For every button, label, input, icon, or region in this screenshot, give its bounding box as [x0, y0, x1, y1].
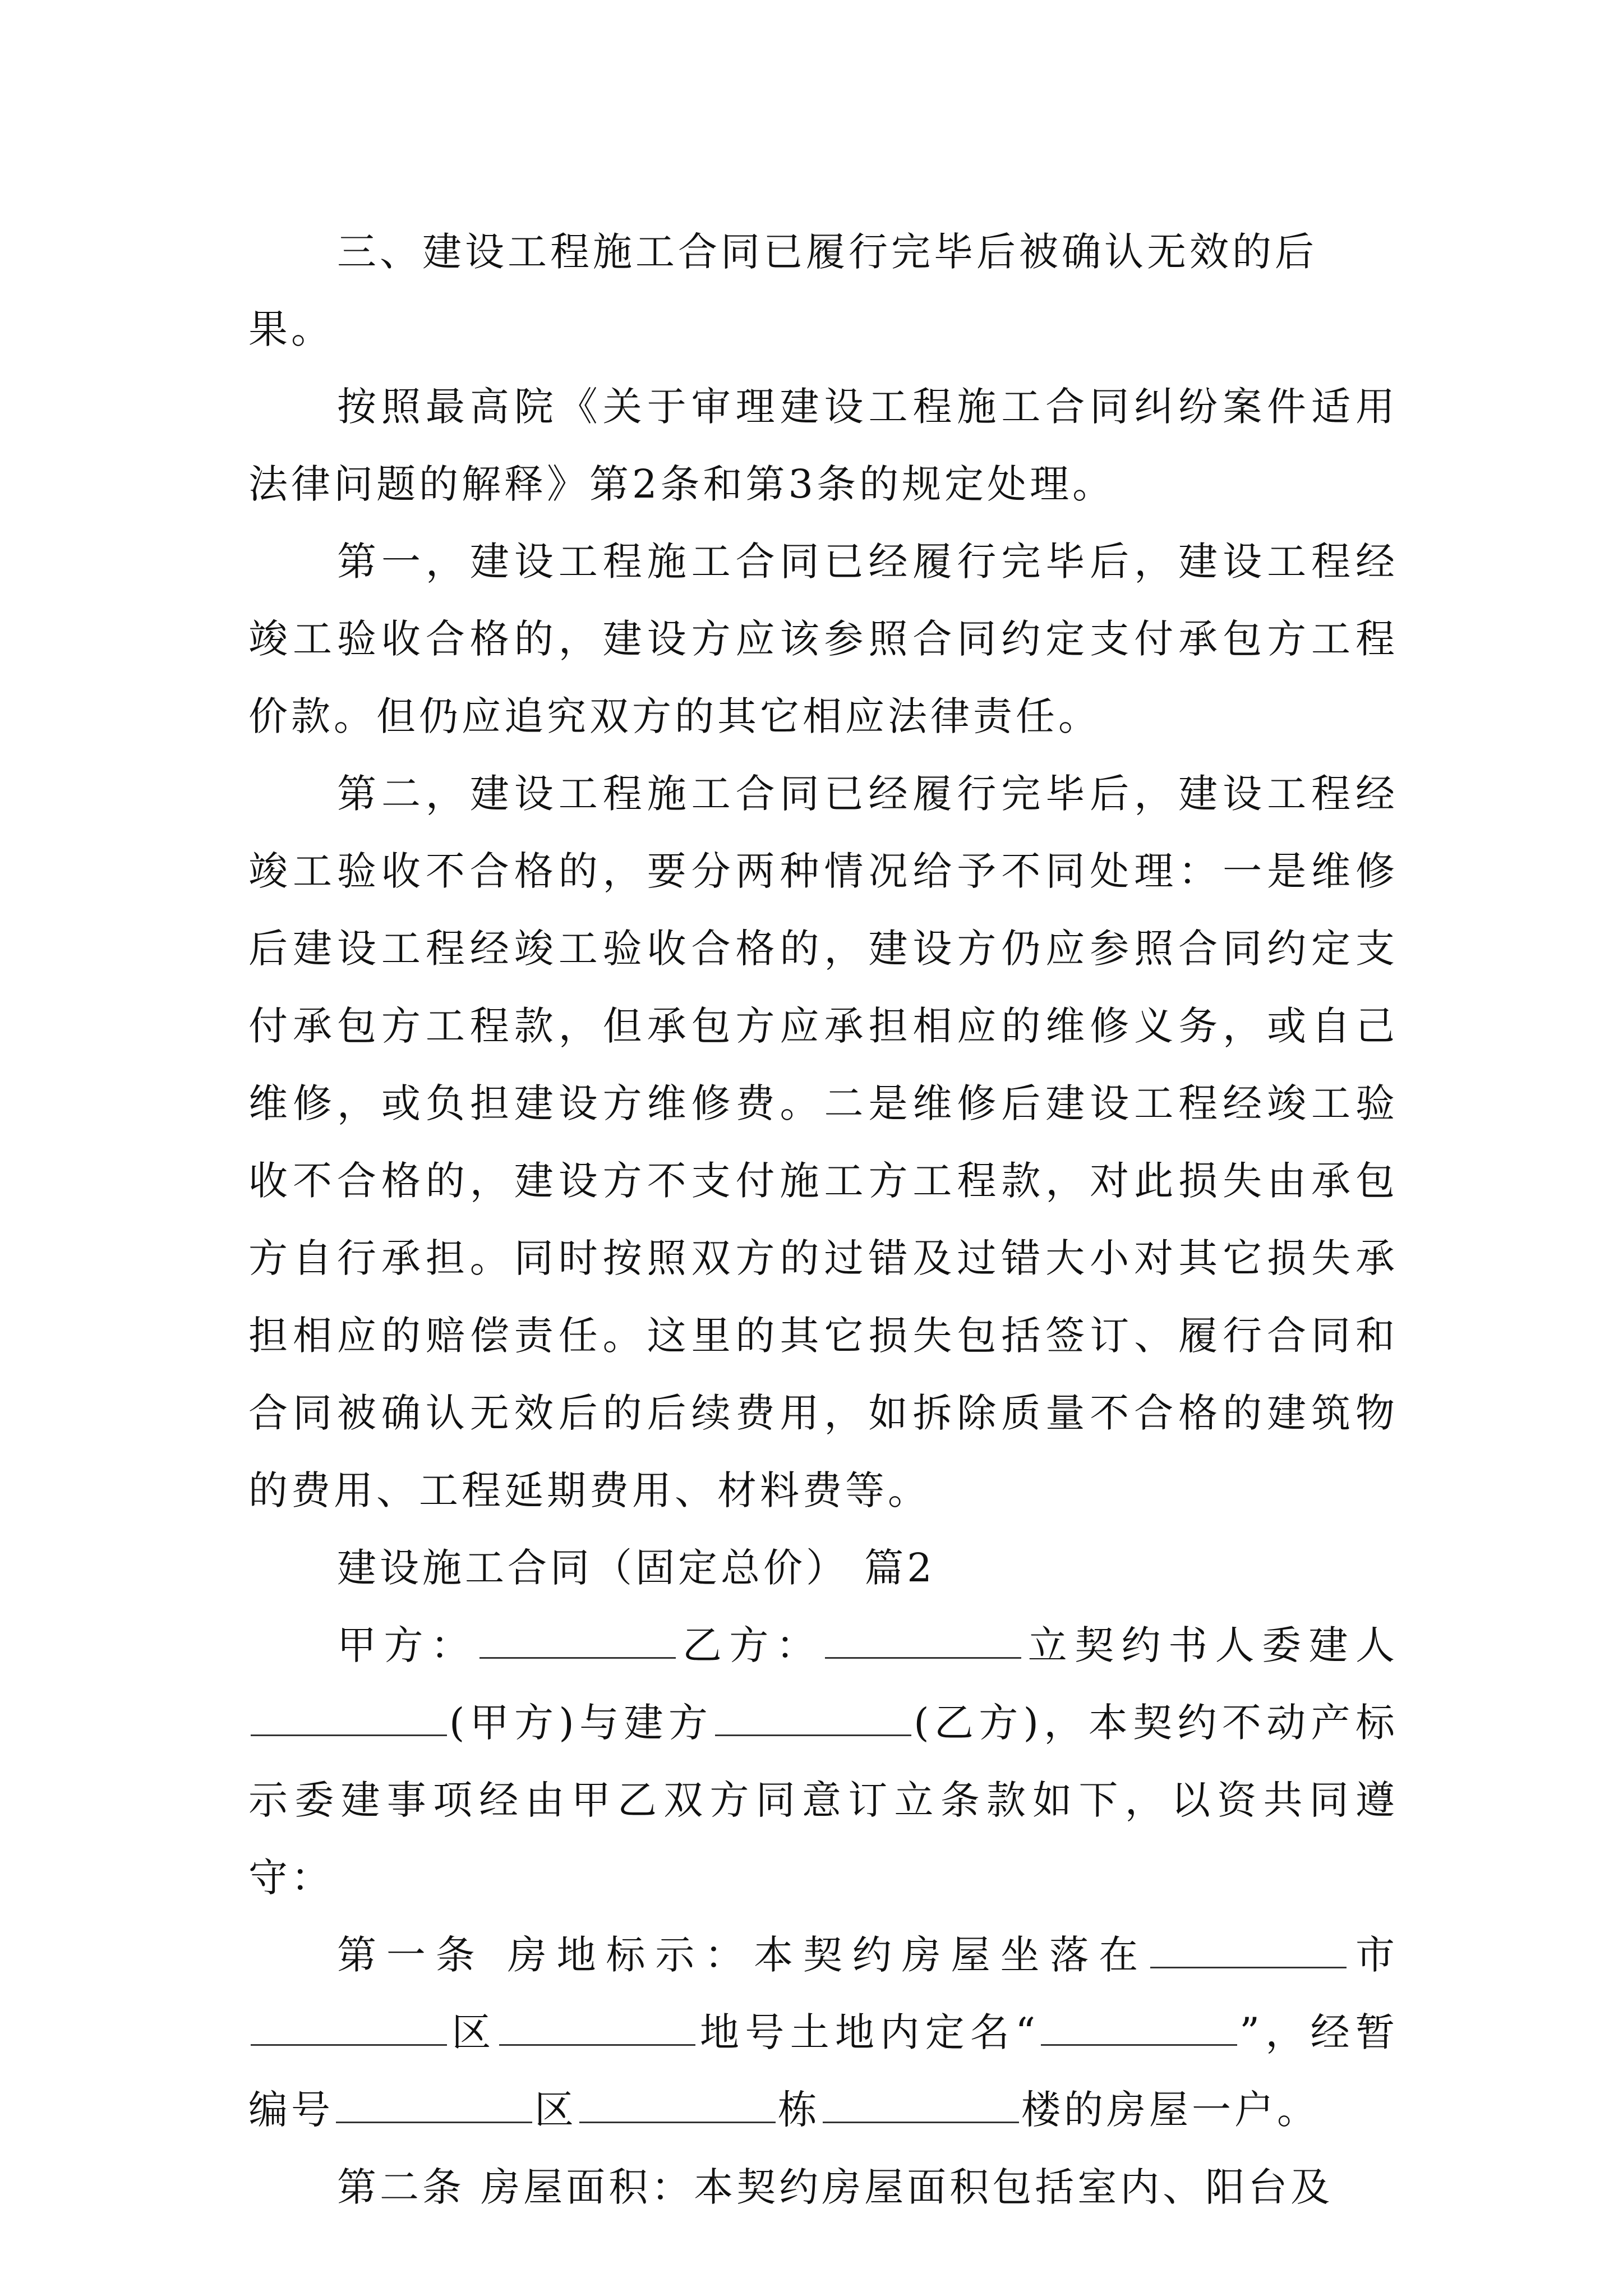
party-b-label: 乙方： [678, 1622, 823, 1668]
area-number-blank [336, 2088, 532, 2123]
builder-name-blank [715, 1701, 911, 1736]
paragraph-legal-basis: 按照最高院《关于审理建设工程施工合同纠纷案件适用法律问题的解释》第2条和第3条的规定处理。 [248, 384, 1398, 507]
party-a-label: 甲方： [337, 1622, 478, 1668]
block-number-blank [579, 2088, 776, 2123]
parties-text-1: 立契约书人委建人 [1023, 1622, 1399, 1668]
section-heading: 三、建设工程施工合同已履行完毕后被确认无效的后果。 [248, 229, 1317, 352]
parties-text-3: (乙方)，本契约不动产标示委建事项经由甲乙双方同意订立条款如下，以资共同遵守： [248, 1700, 1398, 1901]
article-1-text-1: 第一条 房地标示：本契约房屋坐落在 [337, 1932, 1149, 1978]
document-body [248, 213, 1398, 2226]
client-name-blank [251, 1701, 447, 1736]
paragraph-article-1 [248, 1916, 1398, 2148]
lot-number-blank [499, 2010, 695, 2046]
paragraph-article-2: 第二条 房屋面积：本契约房屋面积包括室内、阳台及 [337, 2164, 1334, 2210]
floor-number-blank [823, 2088, 1019, 2123]
article-1-text-4: 地号土地内定名“ [697, 2009, 1039, 2055]
paragraph-second-case: 第二，建设工程施工合同已经履行完毕后，建设工程经竣工验收不合格的，要分两种情况给予不同处理：一是维修后建设工程经竣工验收合格的，建设方仍应参照合同约定支付承包方工程款，但承包方应承担相应的维修义务，或自己维修，或负担建设方维修费。二是维修后建设工程经竣工验收不合格的，建设方不支付施工方工程款，对此损失由承包方自行承担。同时按照双方的过错及过错大小对其它损失承担相应的赔偿责任。这里的其它损失包括签订、履行合同和合同被确认无效后的后续费用，如拆除质量不合格的建筑物的费用、工程延期费用、材料费等。 [248, 771, 1398, 1513]
party-b-blank [825, 1623, 1021, 1659]
article-1-text-6: 区 [534, 2087, 577, 2133]
article-1-text-3: 区 [449, 2009, 497, 2055]
parties-text-2: (甲方)与建方 [449, 1700, 713, 1746]
city-blank [1150, 1933, 1347, 1968]
article-1-text-2: 市 [1349, 1932, 1398, 1978]
contract-title: 建设施工合同（固定总价） 篇2 [337, 1545, 935, 1591]
paragraph-parties [248, 1607, 1398, 1916]
article-1-text-5: ”，经暂编号 [248, 2009, 1398, 2133]
article-1-text-7: 栋 [778, 2087, 820, 2133]
article-1-text-8: 楼的房屋一户。 [1021, 2087, 1320, 2133]
paragraph-first-case: 第一，建设工程施工合同已经履行完毕后，建设工程经竣工验收合格的，建设方应该参照合同约定支付承包方工程价款。但仍应追究双方的其它相应法律责任。 [248, 539, 1398, 739]
district-blank [251, 2010, 447, 2046]
party-a-blank [479, 1623, 676, 1659]
building-name-blank [1041, 2010, 1237, 2046]
